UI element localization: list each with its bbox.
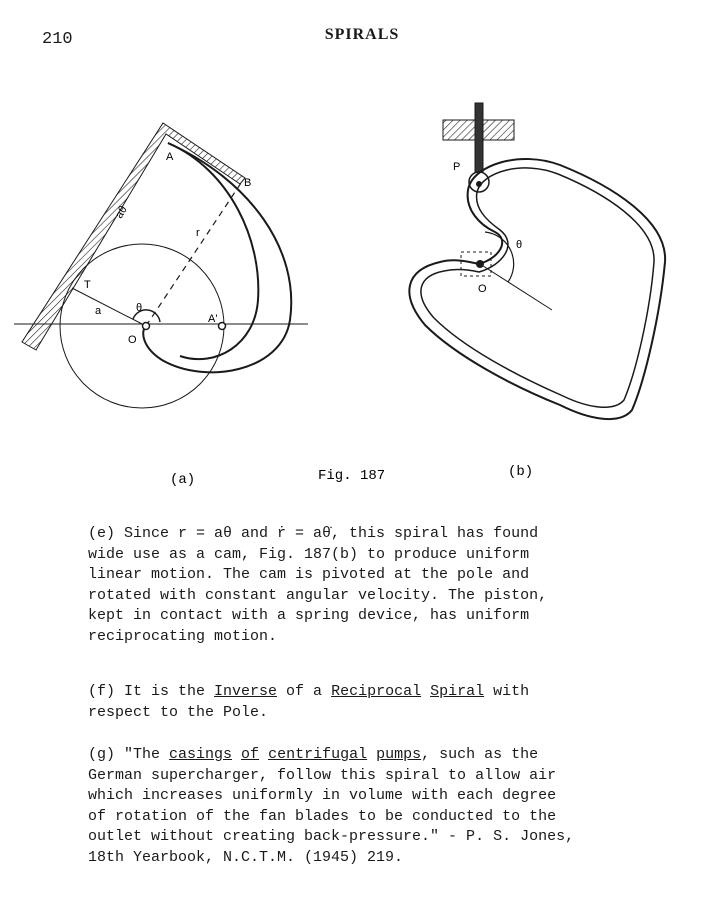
paragraph-g-line: German supercharger, follow this spiral to allow air: [88, 766, 557, 784]
text-run: [259, 746, 268, 763]
radial-line-b: [480, 264, 552, 310]
spiral-curve: [143, 143, 291, 372]
label-a-point: A: [166, 151, 174, 163]
underlined-term-casings: casings: [169, 746, 233, 763]
label-b-point: B: [244, 177, 252, 189]
underlined-term-inverse: Inverse: [214, 683, 278, 700]
text-run: (g) "The: [88, 746, 170, 763]
paragraph-e-line: reciprocating motion.: [88, 627, 278, 645]
text-run: [232, 746, 241, 763]
underlined-term-of: of: [241, 746, 260, 763]
label-p: P: [453, 161, 461, 173]
paragraph-g-line: [88, 745, 698, 766]
radius-r-line: [146, 180, 243, 326]
underlined-term-pumps: pumps: [376, 746, 422, 763]
label-theta-b: θ: [516, 239, 523, 251]
paragraph-g: [88, 745, 698, 868]
paragraph-g-line: of rotation of the fan blades to be conducted to the: [88, 807, 557, 825]
paragraph-f-line: respect to the Pole.: [88, 703, 269, 721]
figure-a-diagram: [14, 123, 308, 408]
radius-a-line: [72, 288, 146, 326]
label-part-a: (a): [170, 472, 196, 488]
theta-arc-b: [485, 232, 514, 282]
underlined-term-reciprocal: Reciprocal: [331, 683, 422, 700]
pole-point-o: [143, 323, 150, 330]
label-o-b: O: [478, 283, 487, 295]
figure-b-diagram: [409, 103, 665, 419]
underlined-term-spiral: Spiral: [430, 683, 485, 700]
text-run: of a: [277, 683, 332, 700]
paragraph-g-line: which increases uniformly in volume with each degree: [88, 787, 557, 804]
paragraph-e-line: wide use as a cam, Fig. 187(b) to produce uniform: [88, 545, 530, 563]
text-run: , such as the: [421, 746, 539, 763]
paragraph-e-line: (e) Since r = aθ and ṙ = aθ̇, this spiral has found: [88, 525, 539, 542]
text-run: (f) It is the: [88, 683, 215, 700]
page-title: SPIRALS: [324, 26, 400, 43]
label-t-point: T: [84, 279, 91, 291]
spiral-inner-curve: [168, 143, 258, 359]
label-a-prime: A': [208, 313, 218, 325]
label-r: r: [196, 227, 200, 239]
paragraph-f: [88, 682, 698, 723]
text-run: [421, 683, 430, 700]
text-run: [367, 746, 376, 763]
heart-cam-inner: [421, 168, 654, 407]
paragraph-g-line: 18th Yearbook, N.C.T.M. (1945) 219.: [88, 848, 404, 866]
label-theta-a: θ: [136, 302, 143, 314]
paragraph-e-line: linear motion. The cam is pivoted at the pole and: [88, 566, 530, 583]
text-run: with: [484, 683, 530, 700]
page-number: 210: [42, 30, 73, 49]
label-part-b: (b): [508, 464, 534, 480]
figure-caption: Fig. 187: [318, 468, 386, 484]
heart-cam-outer: [409, 159, 665, 419]
paragraph-e-line: kept in contact with a spring device, has uniform: [88, 607, 530, 624]
paragraph-e: [88, 524, 698, 647]
paragraph-e-line: rotated with constant angular velocity. The piston,: [88, 586, 548, 604]
paragraph-g-line: outlet without creating back-pressure." - P. S. Jones,: [88, 828, 575, 845]
label-a-length: a: [95, 305, 102, 317]
point-a-prime: [219, 323, 226, 330]
paragraph-f-line: [88, 682, 698, 703]
underlined-term-centrifugal: centrifugal: [268, 746, 368, 763]
label-a-theta: aθ: [113, 203, 130, 221]
label-o-a: O: [128, 334, 137, 346]
